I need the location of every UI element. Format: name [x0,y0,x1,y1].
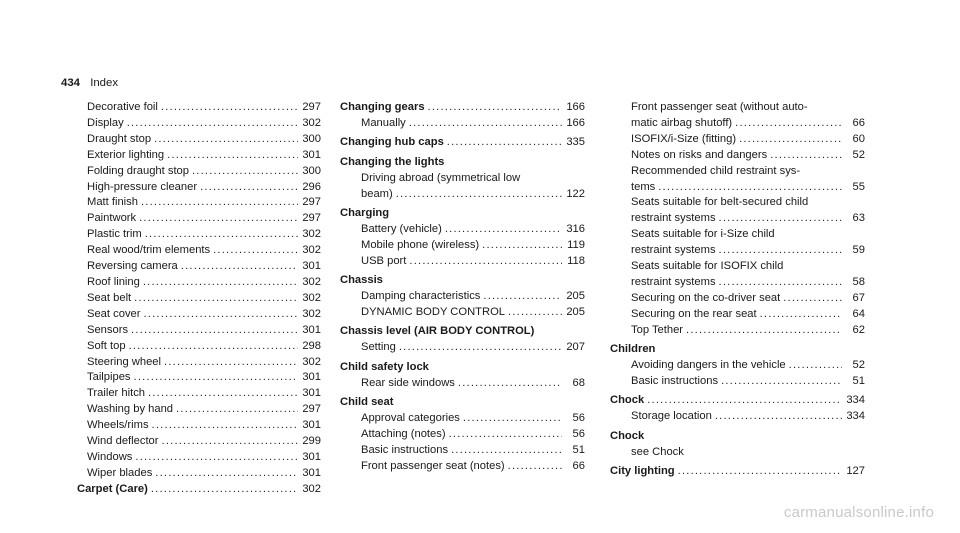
page-reference: 55 [852,180,865,193]
entry-text: Basic instructions [631,374,719,387]
dot-leader [409,254,562,270]
dot-leader [719,211,842,227]
page-reference: 297 [302,196,321,209]
index-subentry [77,243,321,259]
page-reference: 302 [302,116,321,129]
dot-leader [151,482,298,498]
entry-text: Front passenger seat (notes) [361,459,505,472]
index-subentry [77,386,321,402]
index-subentry [610,211,865,227]
page-reference: 301 [302,419,321,432]
entry-text: Child safety lock [340,360,429,373]
dot-leader [678,464,842,480]
entry-text: Trailer hitch [87,387,146,400]
dot-leader [143,275,298,291]
index-subentry [77,164,321,180]
entry-text: Child seat [340,395,394,408]
page-reference: 302 [302,291,321,304]
entry-text: Wiper blades [87,466,153,479]
page-reference: 301 [302,260,321,273]
dot-leader [458,376,562,392]
entry-text: Basic instructions [361,443,449,456]
index-heading [610,429,865,445]
entry-text: Changing gears [340,101,425,113]
dot-leader [131,323,298,339]
entry-text: Reversing camera [87,260,178,273]
dot-leader [463,411,562,427]
entry-text: restraint systems [631,212,716,225]
index-subentry [340,171,585,187]
page-reference: 302 [302,228,321,241]
index-heading [340,360,585,376]
dot-leader [139,211,298,227]
index-subentry [340,427,585,443]
dot-leader [445,222,562,238]
dot-leader [134,370,298,386]
page-reference: 118 [567,254,585,267]
dot-leader [161,100,298,116]
page-reference: 58 [852,275,865,288]
page-reference: 52 [852,359,865,371]
entry-text: Plastic trim [87,228,142,241]
dot-leader [155,466,298,482]
dot-leader [647,393,842,409]
dot-leader [508,305,562,321]
entry-text: Seat belt [87,291,132,304]
index-subentry [610,164,865,180]
page-reference: 62 [852,323,865,336]
entry-text: Attaching (notes) [361,427,446,440]
index-subentry [610,243,865,259]
index-subentry [340,411,585,427]
dot-leader [721,374,842,390]
entry-text: Windows [87,450,133,463]
entry-text: Children [610,343,656,356]
index-subentry [340,187,585,203]
entry-text: Chassis [340,274,383,287]
entry-text: Matt finish [87,196,138,209]
dot-leader [135,450,298,466]
entry-text: Tailpipes [87,371,131,384]
index-subentry [610,195,865,211]
dot-leader [715,409,842,425]
entry-text: Steering wheel [87,355,162,368]
page-reference: 52 [852,148,865,161]
entry-text: Securing on the rear seat [631,307,757,320]
index-heading [340,395,585,411]
index-subentry [77,418,321,434]
entry-text: Chock [610,429,645,442]
index-subentry [77,307,321,323]
dot-leader [129,339,298,355]
page-reference: 297 [302,212,321,225]
index-column-1 [77,100,321,498]
index-subentry [77,180,321,196]
dot-leader [399,340,562,356]
index-subentry [610,445,865,461]
page-reference: 56 [572,411,585,424]
page-reference: 166 [566,101,585,113]
index-subentry [77,259,321,275]
dot-leader [508,459,562,475]
dot-leader [141,195,298,211]
page-reference: 301 [302,387,321,400]
page-reference: 66 [852,116,865,129]
entry-text: Draught stop [87,132,152,145]
dot-leader [482,238,562,254]
page-number: 434 [61,77,81,89]
page-reference: 63 [852,212,865,225]
index-subentry [340,238,585,254]
entry-text: High-pressure cleaner [87,180,198,193]
dot-leader [686,323,842,339]
index-subentry [610,180,865,196]
index-heading [340,324,585,340]
entry-text: Wheels/rims [87,419,149,432]
dot-leader [719,275,842,291]
index-subentry [77,211,321,227]
index-subentry [77,402,321,418]
index-subentry [340,305,585,321]
entry-text: Setting [361,341,396,354]
entry-text: Folding draught stop [87,164,189,177]
index-subentry [340,376,585,392]
page-reference: 60 [852,132,865,145]
index-heading [340,273,585,289]
index-column-3 [610,100,865,480]
dot-leader [148,386,298,402]
entry-text: Driving abroad (symmetrical low [361,171,521,184]
index-subentry [77,116,321,132]
index-subentry [77,434,321,450]
entry-text: Seats suitable for belt-secured child [631,196,809,209]
page-reference: 300 [302,164,321,177]
index-subentry [77,323,321,339]
entry-text: Chassis level (AIR BODY CONTROL) [340,325,535,338]
page-reference: 301 [302,323,321,336]
entry-text: Front passenger seat (without auto- [631,101,808,113]
index-subentry [77,450,321,466]
index-subentry [340,289,585,305]
dot-leader [167,148,298,164]
index-subentry [77,148,321,164]
entry-text: tems [631,180,656,193]
page-reference: 51 [572,443,585,456]
entry-text: restraint systems [631,244,716,257]
entry-text: Recommended child restraint sys- [631,164,801,177]
page-reference: 302 [302,482,321,495]
entry-text: Wind deflector [87,435,159,448]
entry-text: Rear side windows [361,376,455,389]
entry-text: Seat cover [87,307,141,320]
index-subentry [610,409,865,425]
entry-text: Approval categories [361,411,460,424]
entry-text: Exterior lighting [87,148,165,161]
entry-text: restraint systems [631,275,716,288]
page-reference: 51 [852,374,865,387]
entry-text: ISOFIX/i-Size (fitting) [631,132,737,145]
index-subentry [610,275,865,291]
index-subentry [610,132,865,148]
page-reference: 334 [846,394,865,407]
page-reference: 297 [302,101,321,113]
index-subentry [77,227,321,243]
index-subentry [340,116,585,132]
index-subentry [77,339,321,355]
index-subentry [77,370,321,386]
entry-text: Notes on risks and dangers [631,148,768,161]
index-subentry [340,222,585,238]
index-subentry [610,227,865,243]
page-header [61,76,118,90]
entry-text: Storage location [631,410,712,423]
dot-leader [451,443,562,459]
index-subentry [77,291,321,307]
page-reference: 205 [566,305,585,318]
dot-leader [789,358,842,374]
index-subentry [610,291,865,307]
dot-leader [409,116,562,132]
page-reference: 297 [302,403,321,416]
page-reference: 68 [572,376,585,389]
entry-text: Real wood/trim elements [87,244,211,257]
dot-leader [739,132,842,148]
entry-text: Display [87,116,124,129]
page-reference: 302 [302,355,321,368]
entry-text: DYNAMIC BODY CONTROL [361,305,506,318]
dot-leader [143,307,298,323]
index-subentry [610,323,865,339]
page-reference: 334 [846,410,865,423]
entry-text: Changing hub caps [340,136,444,149]
entry-text: Manually [361,116,406,129]
page-reference: 66 [572,459,585,472]
index-subentry [610,374,865,390]
entry-text: Top Tether [631,323,684,336]
index-subentry [77,100,321,116]
page-reference: 56 [572,427,585,440]
index-heading [340,135,585,151]
dot-leader [145,227,298,243]
page-reference: 316 [566,222,585,235]
dot-leader [164,355,298,371]
dot-leader [783,291,842,307]
entry-text: USB port [361,254,407,267]
index-heading [340,206,585,222]
entry-text: Roof lining [87,275,140,288]
entry-text: Seats suitable for ISOFIX child [631,260,784,273]
page-reference: 205 [566,289,585,302]
page-reference: 301 [302,450,321,463]
index-subentry [610,259,865,275]
page-reference: 335 [566,136,585,149]
index-subentry [340,340,585,356]
entry-text: beam) [361,187,393,200]
index-heading [610,342,865,358]
page-reference: 302 [302,244,321,257]
dot-leader [134,291,298,307]
entry-text: see Chock [631,445,684,458]
page-reference: 59 [852,244,865,257]
index-subentry [77,132,321,148]
page-reference: 64 [852,307,865,320]
dot-leader [152,418,298,434]
dot-leader [162,434,298,450]
entry-text: Sensors [87,323,129,336]
index-subentry [340,459,585,475]
entry-text: Securing on the co-driver seat [631,291,781,304]
index-subentry [77,275,321,291]
page-reference: 301 [302,148,321,161]
page-reference: 302 [302,275,321,288]
entry-text: Soft top [87,339,126,352]
page-reference: 119 [567,238,585,251]
section-title: Index [90,77,119,89]
index-heading [340,100,585,116]
dot-leader [483,289,562,305]
dot-leader [428,100,562,116]
page-reference: 301 [302,371,321,384]
index-subentry [610,307,865,323]
index-column-2 [340,100,585,474]
entry-text: Damping characteristics [361,289,481,302]
dot-leader [176,402,298,418]
entry-text: Changing the lights [340,155,445,168]
entry-text: Washing by hand [87,403,174,416]
index-heading [610,464,865,480]
page-reference: 166 [566,116,585,129]
dot-leader [154,132,298,148]
page-reference: 127 [846,464,865,477]
index-subentry [610,116,865,132]
dot-leader [760,307,842,323]
entry-text: Mobile phone (wireless) [361,238,480,251]
dot-leader [719,243,842,259]
page-reference: 301 [302,466,321,479]
index-subentry [610,100,865,116]
index-subentry [77,195,321,211]
dot-leader [127,116,298,132]
index-subentry [610,358,865,374]
page-reference: 300 [302,132,321,145]
page-reference: 67 [852,291,865,304]
dot-leader [181,259,298,275]
index-subentry [77,466,321,482]
dot-leader [658,180,842,196]
entry-text: matic airbag shutoff) [631,116,733,129]
index-subentry [340,254,585,270]
page-reference: 299 [302,435,321,448]
entry-text: Avoiding dangers in the vehicle [631,359,786,371]
entry-text: City lighting [610,464,675,477]
entry-text: Battery (vehicle) [361,222,442,235]
index-subentry [77,355,321,371]
entry-text: Seats suitable for i-Size child [631,228,775,241]
dot-leader [770,148,842,164]
dot-leader [396,187,562,203]
entry-text: Chock [610,394,645,407]
index-heading [610,393,865,409]
dot-leader [192,164,298,180]
dot-leader [447,135,562,151]
page-reference: 302 [302,307,321,320]
entry-text: Paintwork [87,212,137,225]
entry-text: Carpet (Care) [77,482,148,495]
index-heading [340,155,585,171]
page-reference: 207 [566,341,585,354]
dot-leader [213,243,298,259]
dot-leader [200,180,298,196]
entry-text: Decorative foil [87,101,158,113]
index-subentry [610,148,865,164]
dot-leader [449,427,562,443]
page-reference: 296 [302,180,321,193]
index-subentry [340,443,585,459]
page-reference: 298 [302,339,321,352]
index-heading [77,482,321,498]
watermark: carmanualsonline.info [783,504,934,521]
dot-leader [735,116,842,132]
entry-text: Charging [340,206,390,219]
page-reference: 122 [566,187,585,200]
